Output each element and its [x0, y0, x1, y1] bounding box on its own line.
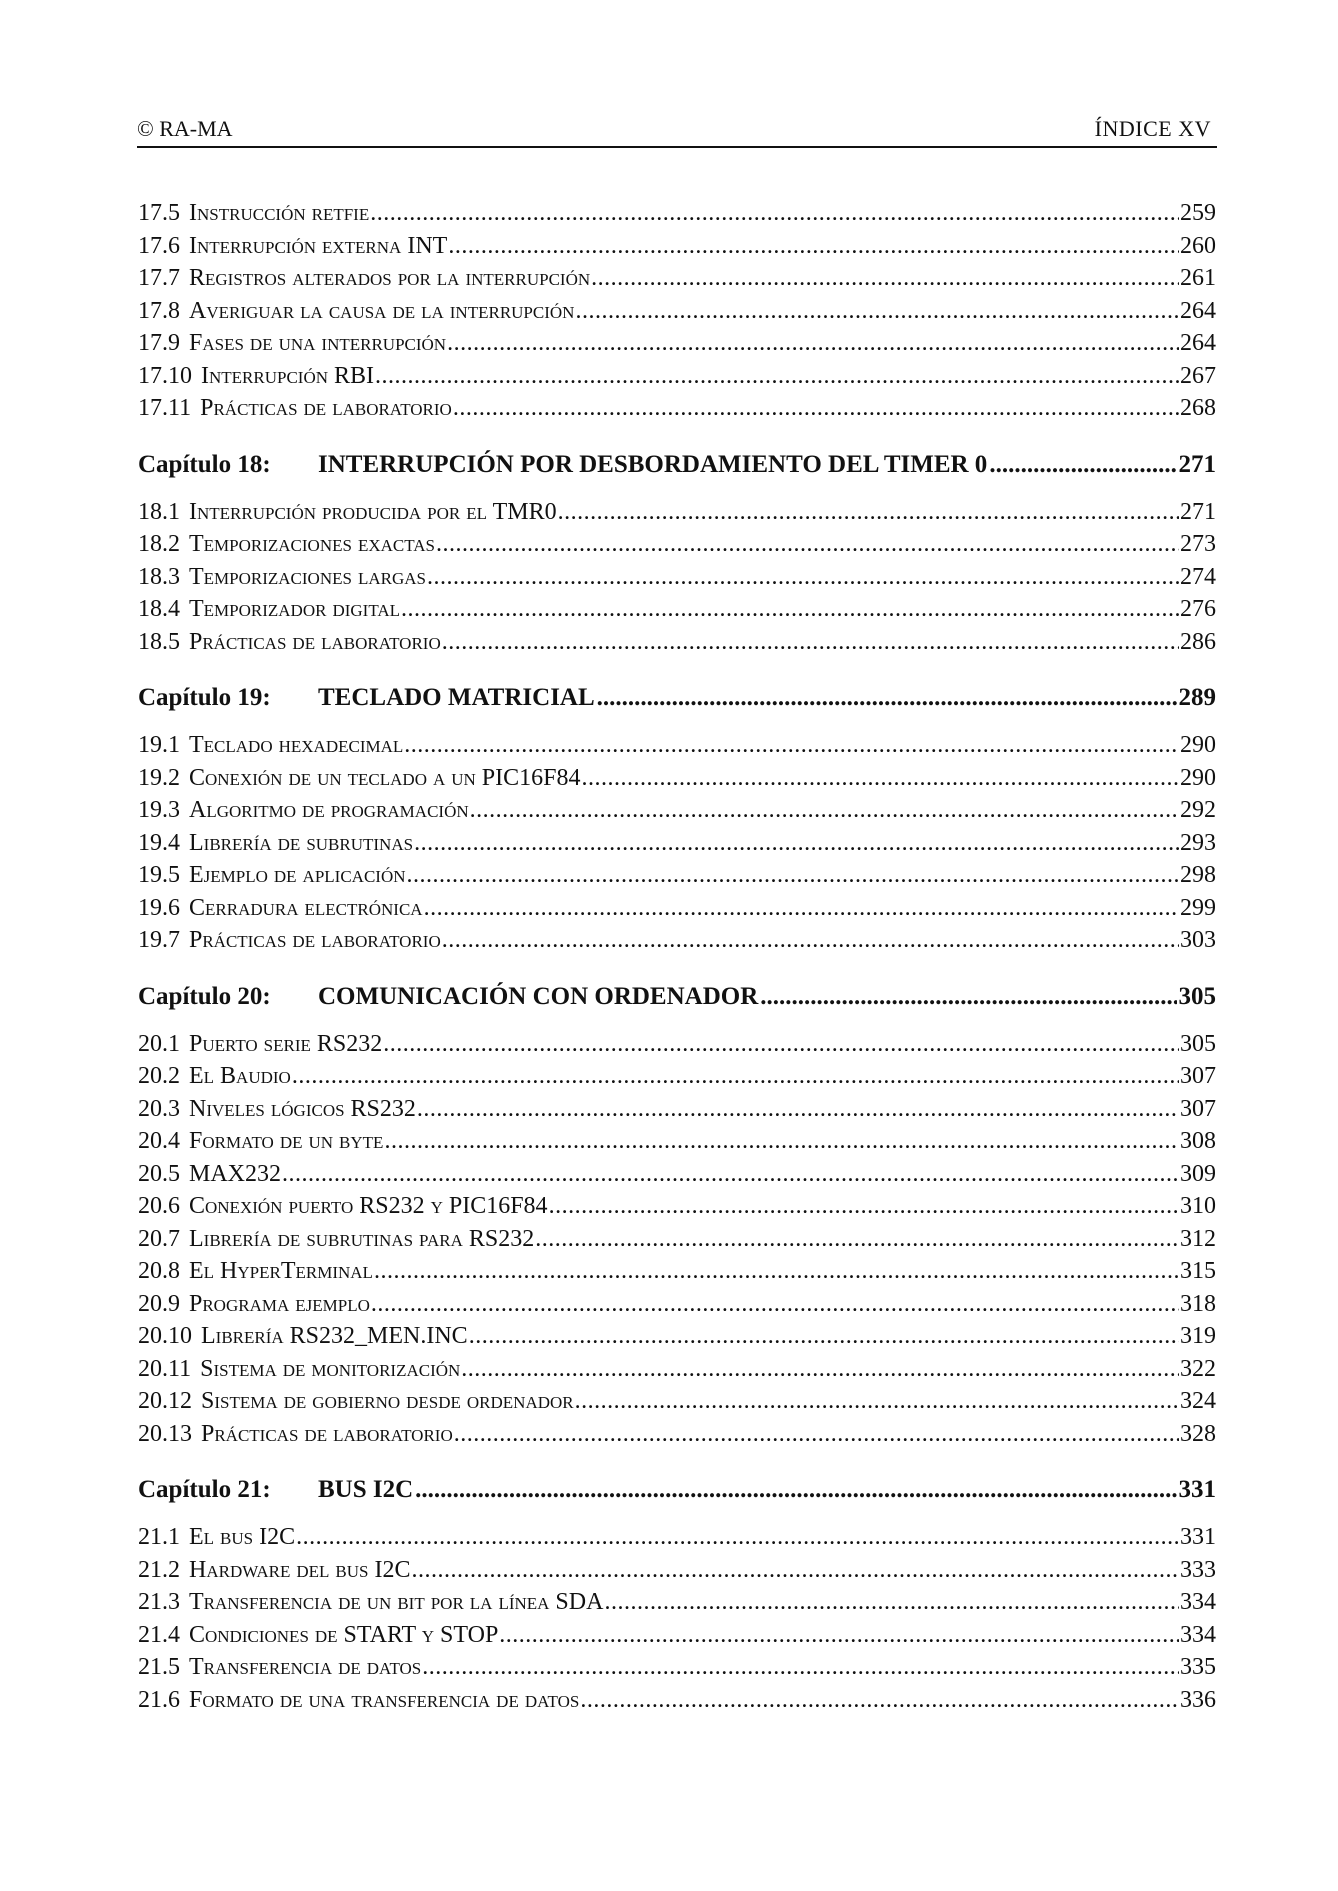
section-title: Conexión de un teclado a un PIC16F84	[189, 764, 581, 791]
section-title: Conexión puerto RS232 y PIC16F84	[189, 1193, 548, 1219]
section-page-number: 276	[1180, 596, 1216, 622]
dot-leader	[424, 895, 1179, 922]
section-page-number: 334	[1180, 1589, 1216, 1615]
section-page-number: 331	[1180, 1524, 1216, 1550]
section-number: 20.9	[138, 1290, 180, 1317]
toc-entry[interactable]	[138, 1687, 1216, 1720]
toc-entry[interactable]	[138, 1524, 1216, 1557]
toc-entry[interactable]	[138, 298, 1216, 331]
section-number: 20.5	[138, 1160, 180, 1187]
dot-leader	[407, 862, 1180, 889]
header-publisher: © RA-MA	[137, 116, 233, 141]
section-number: 21.3	[138, 1589, 180, 1615]
section-page-number: 303	[1180, 927, 1216, 953]
section-page-number: 319	[1180, 1323, 1216, 1349]
dot-leader	[371, 1291, 1179, 1318]
chapter-label: Capítulo 18:	[138, 450, 271, 478]
toc-entry[interactable]	[138, 1589, 1216, 1622]
toc-entry[interactable]	[138, 531, 1216, 564]
dot-leader	[535, 1226, 1179, 1253]
section-page-number: 299	[1180, 894, 1216, 921]
section-number: 19.1	[138, 732, 180, 758]
chapter-title: INTERRUPCIÓN POR DESBORDAMIENTO DEL TIMER 0	[318, 450, 988, 478]
dot-leader	[415, 1476, 1176, 1504]
section-page-number: 308	[1180, 1128, 1216, 1154]
toc-entry[interactable]	[138, 499, 1216, 532]
toc-entry[interactable]	[138, 765, 1216, 798]
section-number: 17.11	[138, 395, 192, 421]
header-section-page: ÍNDICE XV	[1094, 116, 1211, 141]
section-number: 17.7	[138, 265, 180, 291]
section-number: 21.1	[138, 1524, 180, 1550]
chapter-page-number: 331	[1178, 1476, 1216, 1503]
toc-entry[interactable]	[138, 1291, 1216, 1324]
section-number: 17.9	[138, 330, 180, 356]
dot-leader	[384, 1128, 1179, 1155]
section-number: 20.8	[138, 1258, 180, 1284]
section-title: Librería de subrutinas para RS232	[189, 1225, 535, 1252]
section-title: Registros alterados por la interrupción	[189, 265, 591, 291]
dot-leader	[383, 1031, 1179, 1058]
chapter-title: TECLADO MATRICIAL	[318, 684, 595, 711]
dot-leader	[436, 531, 1179, 558]
section-number: 19.4	[138, 829, 180, 856]
section-number: 20.7	[138, 1225, 180, 1252]
chapter-page-number: 271	[1178, 450, 1216, 478]
section-page-number: 309	[1180, 1160, 1216, 1187]
dot-leader	[453, 395, 1179, 422]
dot-leader	[582, 765, 1179, 792]
section-title: Interrupción RBI	[201, 362, 375, 389]
section-number: 21.6	[138, 1686, 180, 1713]
toc-entry[interactable]	[138, 1557, 1216, 1590]
section-number: 18.2	[138, 531, 180, 557]
section-page-number: 322	[1180, 1355, 1216, 1382]
dot-leader	[470, 797, 1179, 824]
dot-leader	[499, 1622, 1179, 1649]
dot-leader	[454, 1421, 1179, 1448]
section-page-number: 292	[1180, 797, 1216, 823]
dot-leader	[760, 983, 1176, 1011]
toc-entry[interactable]	[138, 1063, 1216, 1096]
toc-entry[interactable]	[138, 1421, 1216, 1454]
section-number: 21.2	[138, 1556, 180, 1583]
section-page-number: 334	[1180, 1621, 1216, 1648]
dot-leader	[580, 1687, 1179, 1714]
section-page-number: 264	[1180, 297, 1216, 324]
dot-leader	[549, 1193, 1179, 1220]
chapter-title: COMUNICACIÓN CON ORDENADOR	[318, 982, 759, 1010]
section-page-number: 312	[1180, 1225, 1216, 1252]
section-title: Programa ejemplo	[189, 1290, 370, 1317]
toc-entry[interactable]	[138, 363, 1216, 396]
dot-leader	[442, 629, 1179, 656]
section-title: Hardware del bus I2C	[189, 1556, 411, 1583]
toc-entry[interactable]	[138, 1128, 1216, 1161]
section-page-number: 274	[1180, 563, 1216, 590]
section-number: 18.4	[138, 596, 180, 622]
table-of-contents	[138, 200, 1216, 1719]
toc-entry[interactable]	[138, 862, 1216, 895]
dot-leader	[414, 830, 1179, 857]
dot-leader	[591, 265, 1179, 292]
dot-leader	[575, 1388, 1179, 1415]
toc-entry[interactable]	[138, 1096, 1216, 1129]
section-number: 18.1	[138, 498, 180, 525]
section-title: El bus I2C	[189, 1524, 296, 1550]
section-page-number: 271	[1180, 498, 1216, 525]
chapter-label: Capítulo 21:	[138, 1476, 271, 1503]
section-page-number: 307	[1180, 1063, 1216, 1089]
section-title: Formato de un byte	[189, 1128, 384, 1154]
chapter-page-number: 305	[1178, 982, 1216, 1010]
section-page-number: 310	[1180, 1193, 1216, 1219]
section-number: 20.10	[138, 1323, 192, 1349]
section-title: Averiguar la causa de la interrupción	[189, 297, 575, 324]
chapter-title: BUS I2C	[318, 1476, 414, 1503]
toc-entry[interactable]	[138, 1356, 1216, 1389]
section-title: Condiciones de START y STOP	[189, 1621, 499, 1648]
dot-leader	[374, 1258, 1179, 1285]
section-title: Formato de una transferencia de datos	[189, 1686, 580, 1713]
section-title: Temporizaciones exactas	[189, 531, 435, 557]
section-page-number: 307	[1180, 1095, 1216, 1122]
toc-entry[interactable]	[138, 629, 1216, 662]
dot-leader	[575, 298, 1179, 325]
section-number: 20.11	[138, 1355, 192, 1382]
section-title: Prácticas de laboratorio	[201, 1420, 453, 1447]
section-page-number: 324	[1180, 1388, 1216, 1414]
toc-entry[interactable]	[138, 1622, 1216, 1655]
toc-entry[interactable]	[138, 1031, 1216, 1064]
section-page-number: 290	[1180, 732, 1216, 758]
section-title: Teclado hexadecimal	[189, 732, 404, 758]
toc-entry[interactable]	[138, 200, 1216, 233]
section-title: Fases de una interrupción	[189, 330, 447, 356]
section-number: 20.13	[138, 1420, 192, 1447]
section-page-number: 336	[1180, 1686, 1216, 1713]
dot-leader	[448, 233, 1179, 260]
dot-leader	[412, 1557, 1179, 1584]
dot-leader	[427, 564, 1179, 591]
section-number: 19.5	[138, 862, 180, 888]
section-title: Prácticas de laboratorio	[189, 628, 441, 655]
section-number: 18.5	[138, 628, 180, 655]
section-page-number: 335	[1180, 1654, 1216, 1680]
section-page-number: 305	[1180, 1030, 1216, 1057]
dot-leader	[461, 1356, 1179, 1383]
section-number: 20.6	[138, 1193, 180, 1219]
chapter-label: Capítulo 19:	[138, 684, 271, 711]
section-number: 20.2	[138, 1063, 180, 1089]
chapter-heading[interactable]	[138, 983, 1216, 1018]
toc-entry[interactable]	[138, 1161, 1216, 1194]
toc-entry[interactable]	[138, 1323, 1216, 1356]
section-number: 21.5	[138, 1654, 180, 1680]
chapter-page-number: 289	[1178, 684, 1216, 711]
dot-leader	[442, 927, 1179, 954]
section-number: 17.10	[138, 362, 192, 389]
section-page-number: 290	[1180, 764, 1216, 791]
section-title: Cerradura electrónica	[189, 894, 423, 921]
section-page-number: 286	[1180, 628, 1216, 655]
toc-entry[interactable]	[138, 1388, 1216, 1421]
page-header	[137, 112, 1217, 148]
toc-entry[interactable]	[138, 1654, 1216, 1687]
dot-leader	[417, 1096, 1179, 1123]
toc-entry[interactable]	[138, 732, 1216, 765]
section-number: 18.3	[138, 563, 180, 590]
section-number: 20.1	[138, 1030, 180, 1057]
section-title: El HyperTerminal	[189, 1258, 373, 1284]
toc-entry[interactable]	[138, 895, 1216, 928]
section-page-number: 328	[1180, 1420, 1216, 1447]
dot-leader	[604, 1589, 1179, 1616]
toc-entry[interactable]	[138, 395, 1216, 428]
section-page-number: 273	[1180, 531, 1216, 557]
toc-entry[interactable]	[138, 265, 1216, 298]
chapter-heading[interactable]	[138, 684, 1216, 719]
section-title: Prácticas de laboratorio	[189, 927, 441, 953]
toc-entry[interactable]	[138, 564, 1216, 597]
dot-leader	[989, 451, 1176, 479]
toc-entry[interactable]	[138, 596, 1216, 629]
section-number: 19.3	[138, 797, 180, 823]
section-page-number: 298	[1180, 862, 1216, 888]
section-title: Prácticas de laboratorio	[200, 395, 452, 421]
section-page-number: 333	[1180, 1556, 1216, 1583]
section-title: Temporizaciones largas	[189, 563, 426, 590]
dot-leader	[296, 1524, 1179, 1551]
section-title: Transferencia de un bit por la línea SDA	[189, 1589, 604, 1615]
section-title: Ejemplo de aplicación	[189, 862, 406, 888]
toc-entry[interactable]	[138, 830, 1216, 863]
section-title: Transferencia de datos	[189, 1654, 422, 1680]
section-number: 20.3	[138, 1095, 180, 1122]
section-page-number: 264	[1180, 330, 1216, 356]
section-title: Interrupción producida por el TMR0	[189, 498, 557, 525]
section-title: Sistema de monitorización	[200, 1355, 461, 1382]
section-title: Niveles lógicos RS232	[189, 1095, 416, 1122]
section-number: 21.4	[138, 1621, 180, 1648]
dot-leader	[401, 596, 1179, 623]
dot-leader	[447, 330, 1179, 357]
section-page-number: 267	[1180, 362, 1216, 389]
dot-leader	[404, 732, 1179, 759]
section-number: 19.7	[138, 927, 180, 953]
section-number: 20.12	[138, 1388, 192, 1414]
dot-leader	[282, 1161, 1179, 1188]
dot-leader	[422, 1654, 1179, 1681]
dot-leader	[375, 363, 1179, 390]
section-title: Puerto serie RS232	[189, 1030, 383, 1057]
toc-entry[interactable]	[138, 797, 1216, 830]
dot-leader	[558, 499, 1179, 526]
section-title: MAX232	[189, 1160, 282, 1187]
section-title: Algoritmo de programación	[189, 797, 469, 823]
section-page-number: 318	[1180, 1290, 1216, 1317]
section-number: 19.6	[138, 894, 180, 921]
section-title: Sistema de gobierno desde ordenador	[201, 1388, 574, 1414]
dot-leader	[292, 1063, 1179, 1090]
chapter-heading[interactable]	[138, 451, 1216, 486]
section-page-number: 315	[1180, 1258, 1216, 1284]
dot-leader	[597, 684, 1177, 712]
section-title: Librería RS232_MEN.INC	[201, 1323, 468, 1349]
toc-entry[interactable]	[138, 330, 1216, 363]
section-page-number: 260	[1180, 232, 1216, 259]
section-title: Instrucción retfie	[189, 200, 370, 226]
section-number: 20.4	[138, 1128, 180, 1154]
toc-entry[interactable]	[138, 233, 1216, 266]
dot-leader	[469, 1323, 1179, 1350]
dot-leader	[370, 200, 1179, 227]
section-title: Librería de subrutinas	[189, 829, 414, 856]
section-page-number: 268	[1180, 395, 1216, 421]
section-title: El Baudio	[189, 1063, 291, 1089]
section-title: Temporizador digital	[189, 596, 401, 622]
section-page-number: 259	[1180, 200, 1216, 226]
chapter-label: Capítulo 20:	[138, 982, 271, 1010]
toc-entry[interactable]	[138, 1193, 1216, 1226]
section-number: 19.2	[138, 764, 180, 791]
toc-entry[interactable]	[138, 927, 1216, 960]
section-page-number: 261	[1180, 265, 1216, 291]
section-number: 17.5	[138, 200, 180, 226]
toc-entry[interactable]	[138, 1226, 1216, 1259]
section-number: 17.6	[138, 232, 180, 259]
chapter-heading[interactable]	[138, 1476, 1216, 1511]
toc-entry[interactable]	[138, 1258, 1216, 1291]
section-title: Interrupción externa INT	[189, 232, 448, 259]
section-page-number: 293	[1180, 829, 1216, 856]
section-number: 17.8	[138, 297, 180, 324]
